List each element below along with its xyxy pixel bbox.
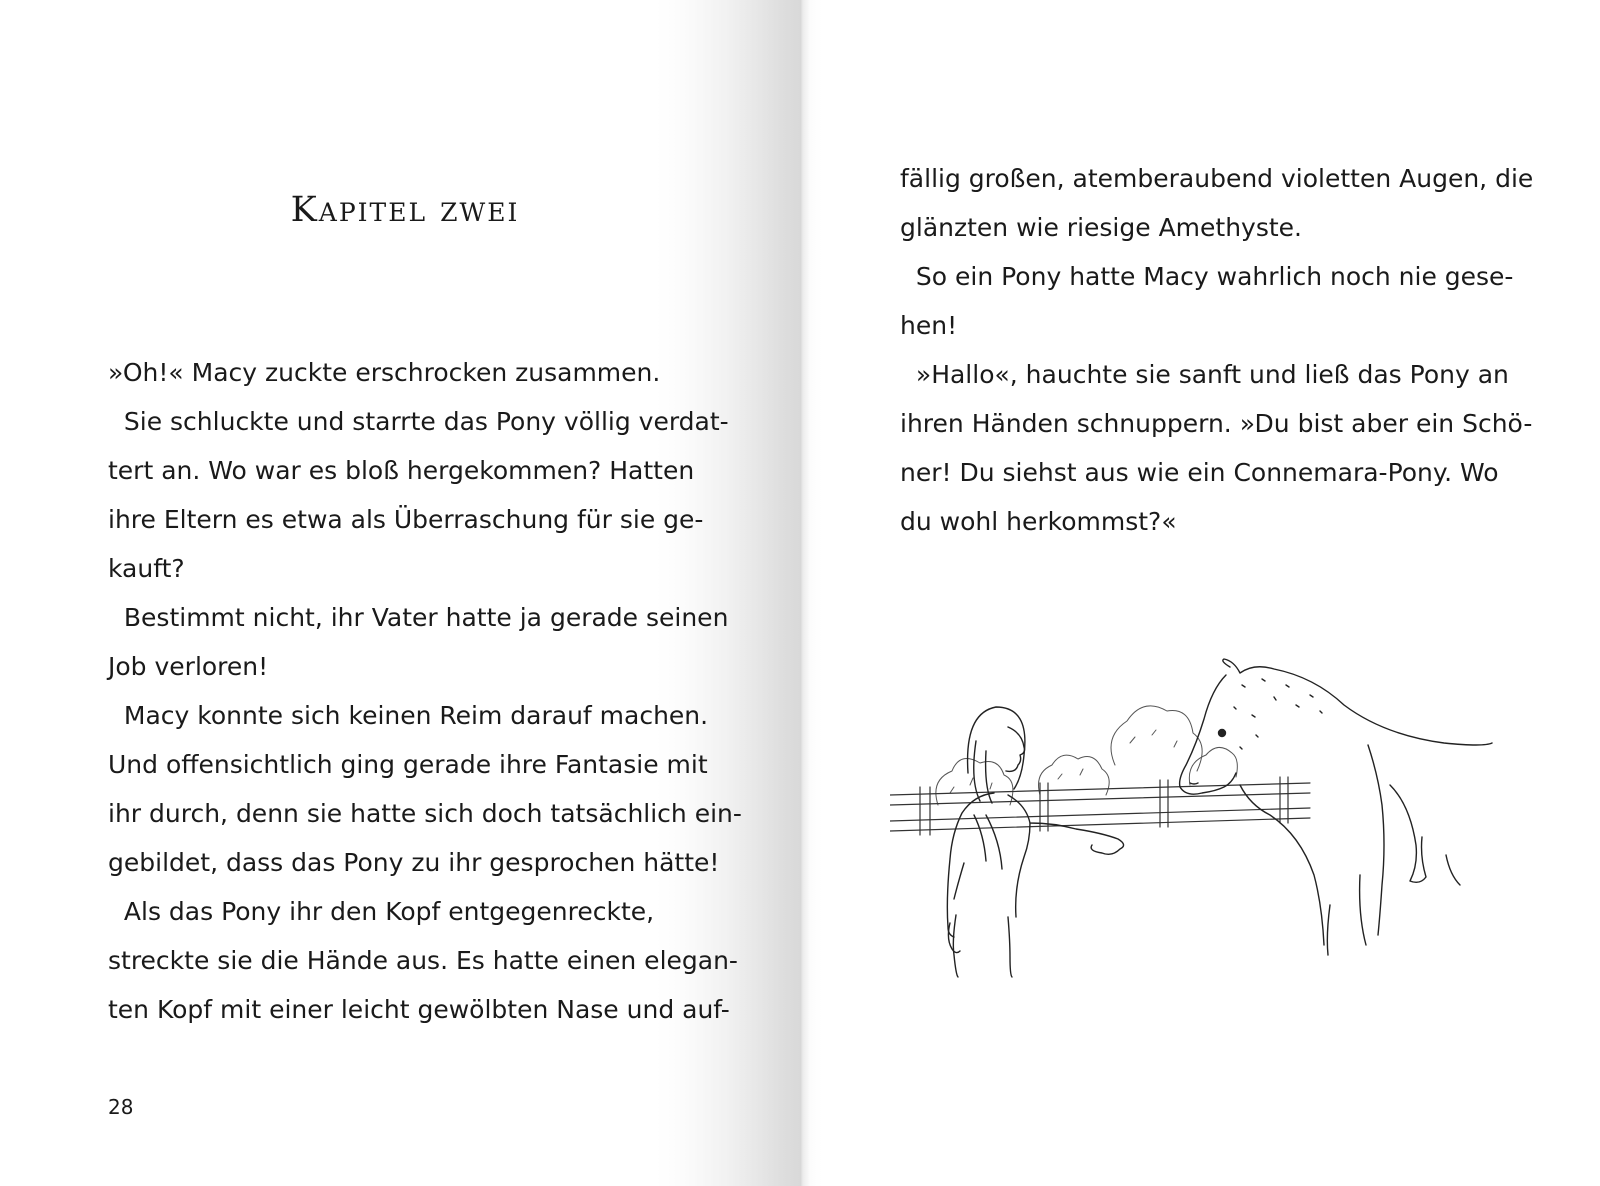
text-line: fällig großen, atemberaubend violetten Augen, die	[900, 164, 1534, 193]
text-line: Sie schluckte und starrte das Pony völlig verdat-	[108, 407, 729, 436]
text-line: gebildet, dass das Pony zu ihr gesprochen hätte!	[108, 848, 720, 877]
text-line: Und offensichtlich ging gerade ihre Fantasie mit	[108, 750, 708, 779]
girl-drawing	[947, 707, 1123, 977]
text-line: Macy konnte sich keinen Reim darauf machen.	[108, 701, 709, 730]
text-line: streckte sie die Hände aus. Es hatte einen elegan-	[108, 946, 738, 975]
text-line: »Oh!« Macy zuckte erschrocken zusammen.	[108, 358, 661, 387]
right-page-text	[900, 154, 1534, 546]
text-line: du wohl herkommst?«	[900, 507, 1177, 536]
text-line: ihre Eltern es etwa als Überraschung für sie ge-	[108, 505, 704, 534]
text-line: ihren Händen schnuppern. »Du bist aber ein Schö-	[900, 409, 1533, 438]
chapter-title: Kapitel zwei	[290, 190, 520, 230]
text-line: »Hallo«, hauchte sie sanft und ließ das Pony an	[900, 360, 1509, 389]
text-line: So ein Pony hatte Macy wahrlich noch nie gese-	[900, 262, 1514, 291]
text-line: hen!	[900, 311, 958, 340]
left-page-text	[108, 348, 742, 1034]
bushes-drawing	[936, 706, 1237, 805]
text-line: ten Kopf mit einer leicht gewölbten Nase und auf-	[108, 995, 730, 1024]
text-line: tert an. Wo war es bloß hergekommen? Hatten	[108, 456, 695, 485]
pony-drawing	[1180, 659, 1492, 955]
fence-drawing	[890, 777, 1310, 835]
page-number: 28	[108, 1095, 134, 1119]
text-line: Als das Pony ihr den Kopf entgegenreckte,	[108, 897, 655, 926]
text-line: Job verloren!	[108, 652, 269, 681]
text-line: kauft?	[108, 554, 185, 583]
text-line: Bestimmt nicht, ihr Vater hatte ja gerade seinen	[108, 603, 729, 632]
girl-and-pony-illustration	[890, 655, 1500, 1010]
text-line: ihr durch, denn sie hatte sich doch tatsächlich ein-	[108, 799, 742, 828]
text-line: glänzten wie riesige Amethyste.	[900, 213, 1303, 242]
text-line: ner! Du siehst aus wie ein Connemara-Pony. Wo	[900, 458, 1499, 487]
